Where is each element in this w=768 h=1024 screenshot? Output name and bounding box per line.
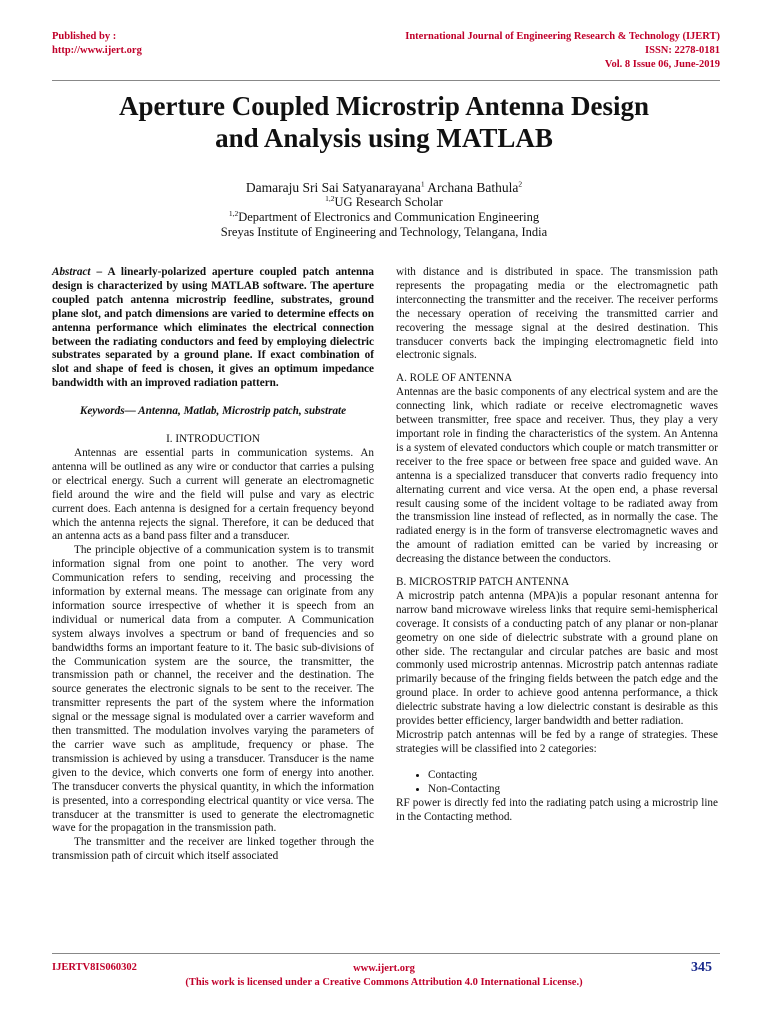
subsection-heading-role-of-antenna: A. ROLE OF ANTENNA (396, 372, 513, 385)
footer-url-link[interactable]: www.ijert.org (353, 963, 415, 974)
header-divider (52, 80, 720, 81)
left-column (52, 266, 374, 864)
author-block (60, 180, 708, 240)
title-line-1: Aperture Coupled Microstrip Antenna Design (118, 91, 649, 121)
feed-strategies-paragraph: Microstrip patch antennas will be fed by a range of strategies. These strategies will be classified into 2 categories: (396, 729, 718, 755)
author-2-affil: 2 (518, 179, 523, 189)
journal-issn: ISSN: 2278-0181 (645, 45, 720, 56)
title-line-2: and Analysis using MATLAB (215, 123, 553, 153)
page-header (52, 30, 720, 74)
publisher-url-link[interactable]: http://www.ijert.org (52, 45, 142, 56)
contacting-paragraph: RF power is directly fed into the radiating patch using a microstrip line in the Contacting method. (396, 796, 718, 823)
author-institute: Sreyas Institute of Engineering and Technology, Telangana, India (220, 225, 548, 239)
abstract (52, 266, 374, 391)
page-footer (52, 958, 716, 998)
abstract-text: – A linearly-polarized aperture coupled patch antenna design is characterized by using MATLAB software. The aperture coupled patch antenna microstrip feedline, substrates, ground plane slot, and patch dimensions are varied to determine effects on antenna performance which eliminates the electrical connection between the radiating conductors and feed by employing dielectric substrates separated by a ground plane. If exact combination of slot and shape of feed is chosen, it gives an optimum impedance bandwidth with an improved radiation pattern. (52, 266, 374, 390)
page-number: 345 (691, 960, 712, 975)
intro-paragraph-3: The transmitter and the receiver are linked together through the transmission path of circuit which itself associated (52, 836, 374, 863)
list-item: • Non-Contacting (428, 783, 718, 797)
paper-title (60, 90, 708, 154)
intro-paragraph-1: Antennas are essential parts in communication systems. An antenna will be outlined as any wire or conductor that carries a pulsing or electrical energy. Such a current will generate an electromagnetic field around the wire and the field will pulse and vary as electric current does. Each antenna is designed for a certain frequency beyond which the antenna rejects the signal. Therefore, it can be deduced that an antenna acts as a band pass filter and a transducer. (52, 446, 374, 543)
license-note: (This work is licensed under a Creative Commons Attribution 4.0 International License.) (185, 977, 583, 988)
intro-paragraph-continued: with distance and is distributed in space. The transmission path represents the propagating media or the electromagnetic path interconnecting the transmitter and the receiver. The receiver performs the necessary operation of receiving the transmitted carrier and recovering the message signal at the desired destination. This transducer converts back the impinging electromagnetic field into electronic signals. (396, 266, 718, 362)
journal-name: International Journal of Engineering Research & Technology (IJERT) (405, 31, 720, 42)
feed-categories-list (396, 769, 718, 797)
microstrip-paragraph: A microstrip patch antenna (MPA)is a popular resonant antenna for narrow band microwave wireless links that require semi-hemispherical coverage. It consists of a conducting patch of any planar or non-planar geometry on one side of dielectric substrate with a ground plane on other side. The rectangular and circular patches are basic and most commonly used microstrip antennas. Microstrip patch antennas radiate primarily because of the fringing fields between the patch edge and the ground place. In order to achieve good antenna performance, a thick dielectric substrate having a low dielectric constant is desirable as this provides better efficiency, larger bandwidth and better radiation. (396, 589, 718, 728)
abstract-label: Abstract (52, 266, 91, 278)
footer-center (52, 962, 716, 990)
publisher-block (52, 30, 142, 58)
author-1: Damaraju Sri Sai Satyanarayana (245, 180, 421, 195)
author-names (60, 180, 708, 195)
intro-paragraph-2: The principle objective of a communication system is to transmit information signal from one point to another. The very word Communication refers to sending, receiving and processing the information by external means. The message can originate from any information source irrespective of whether it is speech from an individual or numerical data from a computer. A Communication system always involves a spectrum or band of frequencies and so bandwidths forms an important feature to it. The basic sub-divisions of the Communication system are the source, the transmitter, the transmission path or channel, the receiver and the destination. The source generates the electronic signals to be sent to the receiver. The transmitter represents the part of the system where the information signal or the message signal is modulated over a carrier waveform and then transmitted. The modulation involves varying the parameters of the carrier wave such as amplitude, frequency or phase. The transmission is achieved by using a transducer. Transducer is the name given to the device, which converts one form of energy into another. The transducer converts the physical quantity, in which the information is presented, into a corresponding electrical quantity or vice versa. The transducer at the transmitter is used to generate the electromagnetic wave for the propagation in the transmission path. (52, 544, 374, 835)
section-heading-introduction: I. INTRODUCTION (166, 433, 260, 446)
author-department: $^{1,2}$Department of Electronics and Communication Engineering (228, 208, 540, 224)
journal-block (405, 30, 720, 72)
list-item: • Contacting (428, 769, 718, 783)
paper-id: IJERTV8IS060302 (52, 962, 137, 973)
keywords: Keywords— Antenna, Matlab, Microstrip patch, substrate (79, 405, 347, 418)
footer-divider (52, 953, 720, 954)
right-column (396, 266, 718, 824)
author-role: $^{1,2}$UG Research Scholar (325, 193, 443, 209)
published-by-label: Published by : (52, 31, 117, 42)
author-2: Archana Bathula (424, 180, 519, 195)
author-1-affil: 1 (420, 179, 425, 189)
role-paragraph: Antennas are the basic components of any electrical system and are the connecting link, which radiate or receive electromagnetic waves between transmitter, free space and receiver. Thus, they play a very important role in finding the characteristics of the system. An Antenna is a system of elevated conductors which couple or match transmitter or receiver to the free space or between free space and guided wave. An antenna is a specialized transducer that converts radio frequency into alternating current and vice versa. At the open end, a phase reversal result causing some of the incident voltage to be radiated away from the transmission line instead of reflected, as in normally the case. The radiated energy is in the form of transverse electromagnetic waves and the amount of radiation emitted can be varied by increasing or decreasing the distance between the conductors. (396, 386, 718, 566)
journal-volume: Vol. 8 Issue 06, June-2019 (604, 59, 720, 70)
subsection-heading-microstrip: B. MICROSTRIP PATCH ANTENNA (396, 576, 570, 589)
